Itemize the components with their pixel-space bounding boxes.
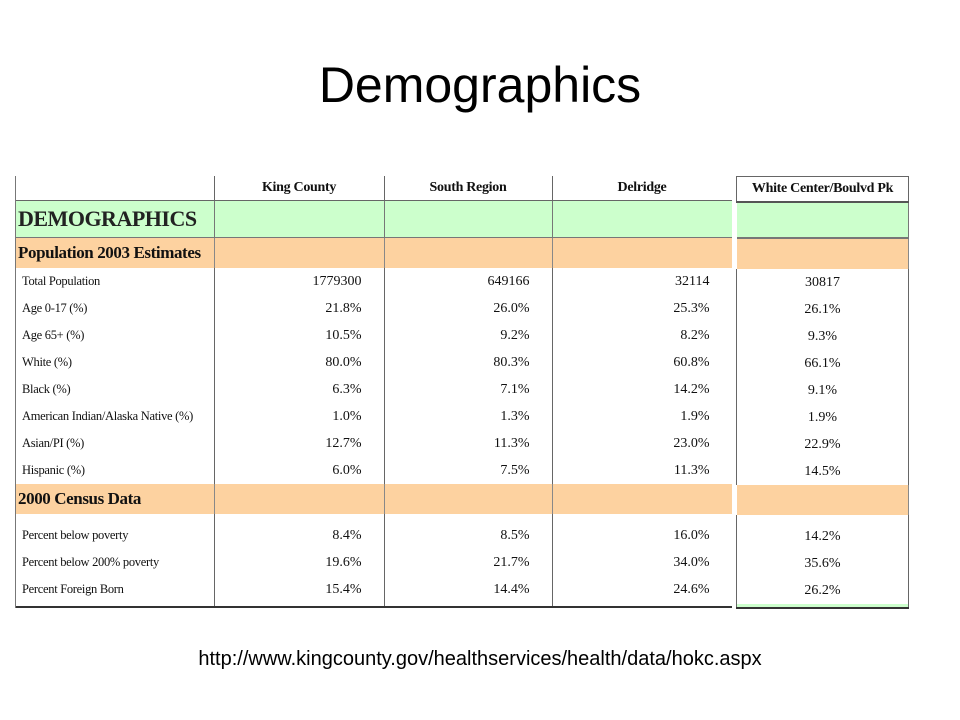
- side-table-row: [737, 350, 909, 377]
- row-value: 8.4%: [214, 522, 384, 549]
- table-row: [16, 457, 732, 484]
- row-value: 21.7%: [384, 549, 552, 576]
- side-section-cell: [737, 238, 909, 269]
- side-section-cell: [737, 485, 909, 515]
- row-value: 1779300: [214, 268, 384, 295]
- spacer-cell: [214, 514, 384, 522]
- row-value: 1.9%: [552, 403, 732, 430]
- bottom-cell: [16, 603, 214, 607]
- section-header-row: [16, 238, 732, 269]
- demographics-table-body: [16, 176, 732, 607]
- row-value: 11.3%: [552, 457, 732, 484]
- side-section-row: [737, 485, 909, 515]
- row-value: 24.6%: [552, 576, 732, 603]
- row-value: 6.0%: [214, 457, 384, 484]
- banner-text: DEMOGRAPHICS: [18, 206, 197, 231]
- row-value: 649166: [384, 268, 552, 295]
- row-value: 1.3%: [384, 403, 552, 430]
- row-value: 16.0%: [552, 522, 732, 549]
- row-label: American Indian/Alaska Native (%): [16, 403, 214, 430]
- bottom-cell: [737, 604, 909, 608]
- row-value: 1.0%: [214, 403, 384, 430]
- banner-row: [16, 201, 732, 238]
- header-delridge: Delridge: [552, 176, 732, 201]
- header-king-county: King County: [214, 176, 384, 201]
- row-label: Black (%): [16, 376, 214, 403]
- row-value: 14.4%: [384, 576, 552, 603]
- source-url: http://www.kingcounty.gov/healthservices/health/data/hokc.aspx: [198, 648, 762, 670]
- row-value: 23.0%: [552, 430, 732, 457]
- row-value: 15.4%: [214, 576, 384, 603]
- table-row: [16, 295, 732, 322]
- side-table-row: [737, 404, 909, 431]
- table-row: [16, 576, 732, 603]
- side-row-value: 66.1%: [737, 350, 909, 377]
- banner-cell: [552, 201, 732, 238]
- banner-cell: [384, 201, 552, 238]
- side-row-value: 26.2%: [737, 577, 909, 604]
- table-header-row: [16, 176, 732, 201]
- banner-label: [16, 201, 214, 238]
- row-value: 26.0%: [384, 295, 552, 322]
- spacer-cell: [552, 514, 732, 522]
- side-header-row: [737, 177, 909, 203]
- row-label: Percent below 200% poverty: [16, 549, 214, 576]
- slide-title: Demographics: [318, 57, 642, 113]
- side-row-value: 9.1%: [737, 377, 909, 404]
- table-row: [16, 403, 732, 430]
- side-row-value: 35.6%: [737, 550, 909, 577]
- table-row: [16, 430, 732, 457]
- table-row: [16, 349, 732, 376]
- banner-cell: [214, 201, 384, 238]
- row-value: 7.5%: [384, 457, 552, 484]
- table-row: [16, 522, 732, 549]
- row-value: 25.3%: [552, 295, 732, 322]
- side-table-row: [737, 323, 909, 350]
- side-table-row: [737, 431, 909, 458]
- section-cell: [214, 484, 384, 514]
- header-label-cell: [16, 176, 214, 201]
- side-table-row: [737, 523, 909, 550]
- row-label: Total Population: [16, 268, 214, 295]
- row-label: Hispanic (%): [16, 457, 214, 484]
- spacer-row: [16, 514, 732, 522]
- row-label: Age 65+ (%): [16, 322, 214, 349]
- header-south-region: South Region: [384, 176, 552, 201]
- row-value: 9.2%: [384, 322, 552, 349]
- table-bottom-row: [16, 603, 732, 607]
- section-cell: [552, 484, 732, 514]
- bottom-cell: [384, 603, 552, 607]
- row-value: 19.6%: [214, 549, 384, 576]
- side-table-row: [737, 577, 909, 604]
- section-header-row: [16, 484, 732, 514]
- section-title: Population 2003 Estimates: [18, 243, 201, 262]
- row-label: Age 0-17 (%): [16, 295, 214, 322]
- side-row-value: 22.9%: [737, 431, 909, 458]
- spacer-cell: [737, 515, 909, 523]
- demographics-table: [16, 176, 733, 608]
- row-value: 14.2%: [552, 376, 732, 403]
- table-row: [16, 322, 732, 349]
- spacer-cell: [16, 514, 214, 522]
- row-label: Asian/PI (%): [16, 430, 214, 457]
- side-banner-cell: [737, 202, 909, 238]
- side-row-value: 14.2%: [737, 523, 909, 550]
- table-row: [16, 268, 732, 295]
- row-value: 6.3%: [214, 376, 384, 403]
- row-value: 34.0%: [552, 549, 732, 576]
- row-value: 32114: [552, 268, 732, 295]
- side-row-value: 9.3%: [737, 323, 909, 350]
- row-value: 80.3%: [384, 349, 552, 376]
- row-value: 10.5%: [214, 322, 384, 349]
- white-center-table-body: [737, 177, 909, 609]
- section-label-cell: [16, 238, 214, 269]
- bottom-cell: [214, 603, 384, 607]
- row-value: 12.7%: [214, 430, 384, 457]
- row-value: 80.0%: [214, 349, 384, 376]
- section-label-cell: [16, 484, 214, 514]
- row-value: 8.2%: [552, 322, 732, 349]
- side-row-value: 1.9%: [737, 404, 909, 431]
- side-table-row: [737, 550, 909, 577]
- row-value: 21.8%: [214, 295, 384, 322]
- side-spacer-row: [737, 515, 909, 523]
- side-banner-row: [737, 202, 909, 238]
- bottom-cell: [552, 603, 732, 607]
- side-table-row: [737, 377, 909, 404]
- side-table-row: [737, 458, 909, 485]
- section-title: 2000 Census Data: [18, 489, 142, 508]
- row-label: Percent below poverty: [16, 522, 214, 549]
- white-center-table: [736, 176, 909, 609]
- side-row-value: 30817: [737, 269, 909, 296]
- row-value: 60.8%: [552, 349, 732, 376]
- header-white-center: White Center/Boulvd Pk: [737, 177, 909, 203]
- row-value: 11.3%: [384, 430, 552, 457]
- row-label: Percent Foreign Born: [16, 576, 214, 603]
- side-row-value: 26.1%: [737, 296, 909, 323]
- side-bottom-row: [737, 604, 909, 608]
- table-row: [16, 376, 732, 403]
- row-label: White (%): [16, 349, 214, 376]
- section-cell: [552, 238, 732, 269]
- row-value: 7.1%: [384, 376, 552, 403]
- spacer-cell: [384, 514, 552, 522]
- row-value: 8.5%: [384, 522, 552, 549]
- section-cell: [384, 238, 552, 269]
- side-row-value: 14.5%: [737, 458, 909, 485]
- section-cell: [384, 484, 552, 514]
- section-cell: [214, 238, 384, 269]
- side-table-row: [737, 269, 909, 296]
- table-row: [16, 549, 732, 576]
- side-section-row: [737, 238, 909, 269]
- side-table-row: [737, 296, 909, 323]
